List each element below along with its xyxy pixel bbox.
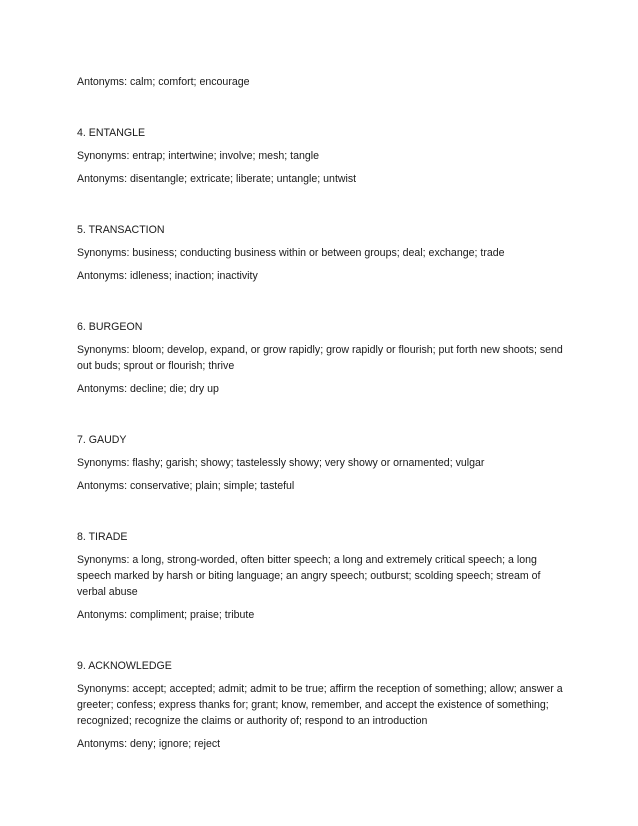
entry-burgeon: [77, 319, 567, 397]
entry-title: 5. TRANSACTION: [77, 224, 165, 236]
entry-entangle: [77, 125, 567, 187]
entry-title: 9. ACKNOWLEDGE: [77, 660, 172, 672]
entry-title: 6. BURGEON: [77, 321, 143, 333]
entry-antonyms: Antonyms: compliment; praise; tribute: [77, 609, 255, 621]
entry-synonyms: Synonyms: a long, strong-worded, often bitter speech; a long and extremely critical speech; a long speech marked by harsh or biting language; an angry speech; outburst; scolding speech; stream of verbal abuse: [77, 554, 541, 598]
entry-title: 8. TIRADE: [77, 531, 128, 543]
entry-antonyms: Antonyms: decline; die; dry up: [77, 383, 219, 395]
entry-antonyms: Antonyms: disentangle; extricate; liberate; untangle; untwist: [77, 173, 357, 185]
entry-title: 4. ENTANGLE: [77, 127, 146, 139]
entry-transaction: [77, 222, 567, 284]
entry-synonyms: Synonyms: accept; accepted; admit; admit to be true; affirm the reception of something; allow; answer a greeter; confess; express thanks for; grant; know, remember, and accept the existence of something; recognized; recognize the claims or authority of; respond to an introduction: [77, 683, 563, 727]
lead-antonyms: Antonyms: calm; comfort; encourage: [77, 76, 250, 88]
entry-antonyms: Antonyms: deny; ignore; reject: [77, 738, 221, 750]
entry-antonyms: Antonyms: conservative; plain; simple; tasteful: [77, 480, 295, 492]
page-content: [77, 74, 567, 752]
entry-synonyms: Synonyms: flashy; garish; showy; tastelessly showy; very showy or ornamented; vulgar: [77, 457, 485, 469]
entry-synonyms: Synonyms: bloom; develop, expand, or grow rapidly; grow rapidly or flourish; put forth new shoots; send out buds; sprout or flourish; thrive: [77, 344, 563, 372]
entry-acknowledge: [77, 658, 567, 752]
entry-title: 7. GAUDY: [77, 434, 127, 446]
entry-synonyms: Synonyms: business; conducting business within or between groups; deal; exchange; trade: [77, 247, 505, 259]
entry-antonyms: Antonyms: idleness; inaction; inactivity: [77, 270, 258, 282]
entry-tirade: [77, 529, 567, 623]
entry-gaudy: [77, 432, 567, 494]
entry-synonyms: Synonyms: entrap; intertwine; involve; mesh; tangle: [77, 150, 320, 162]
